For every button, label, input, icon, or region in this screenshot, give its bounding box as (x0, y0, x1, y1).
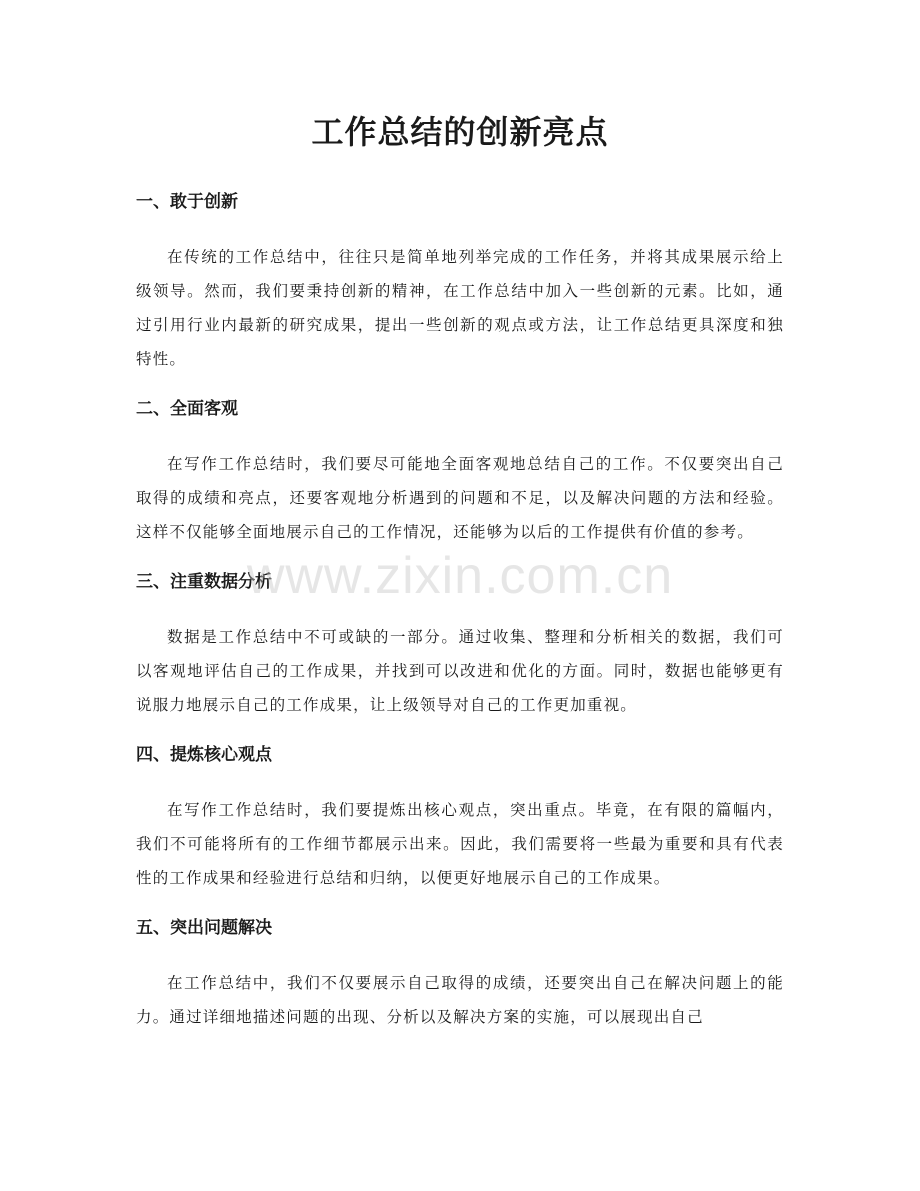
document-body (136, 184, 784, 1049)
page-title: 工作总结的创新亮点 (311, 113, 609, 151)
section-heading: 三、注重数据分析 (136, 572, 272, 592)
section-heading: 二、全面客观 (136, 399, 238, 419)
section-heading: 四、提炼核心观点 (136, 745, 272, 765)
section-heading: 五、突出问题解决 (136, 918, 272, 938)
section-4 (136, 737, 784, 895)
section-paragraph: 在写作工作总结时，我们要尽可能地全面客观地总结自己的工作。不仅要突出自己取得的成绩和亮点，还要客观地分析遇到的问题和不足，以及解决问题的方法和经验。这样不仅能够全面地展示自己的工作情况，还能够为以后的工作提供有价值的参考。 (136, 455, 784, 541)
section-2 (136, 391, 784, 549)
section-heading: 一、敢于创新 (136, 192, 238, 212)
section-paragraph: 数据是工作总结中不可或缺的一部分。通过收集、整理和分析相关的数据，我们可以客观地评估自己的工作成果，并找到可以改进和优化的方面。同时，数据也能够更有说服力地展示自己的工作成果，让上级领导对自己的工作更加重视。 (136, 628, 784, 714)
section-5 (136, 910, 784, 1034)
watermark: www.zixin.com.cn (246, 547, 674, 605)
section-1 (136, 184, 784, 376)
section-paragraph: 在传统的工作总结中，往往只是简单地列举完成的工作任务，并将其成果展示给上级领导。然而，我们要秉持创新的精神，在工作总结中加入一些创新的元素。比如，通过引用行业内最新的研究成果，提出一些创新的观点或方法，让工作总结更具深度和独特性。 (136, 248, 784, 368)
section-paragraph: 在写作工作总结时，我们要提炼出核心观点，突出重点。毕竟，在有限的篇幅内，我们不可能将所有的工作细节都展示出来。因此，我们需要将一些最为重要和具有代表性的工作成果和经验进行总结和归纳，以便更好地展示自己的工作成果。 (136, 801, 784, 887)
section-paragraph: 在工作总结中，我们不仅要展示自己取得的成绩，还要突出自己在解决问题上的能力。通过详细地描述问题的出现、分析以及解决方案的实施，可以展现出自己 (136, 974, 784, 1026)
section-3 (136, 564, 784, 722)
